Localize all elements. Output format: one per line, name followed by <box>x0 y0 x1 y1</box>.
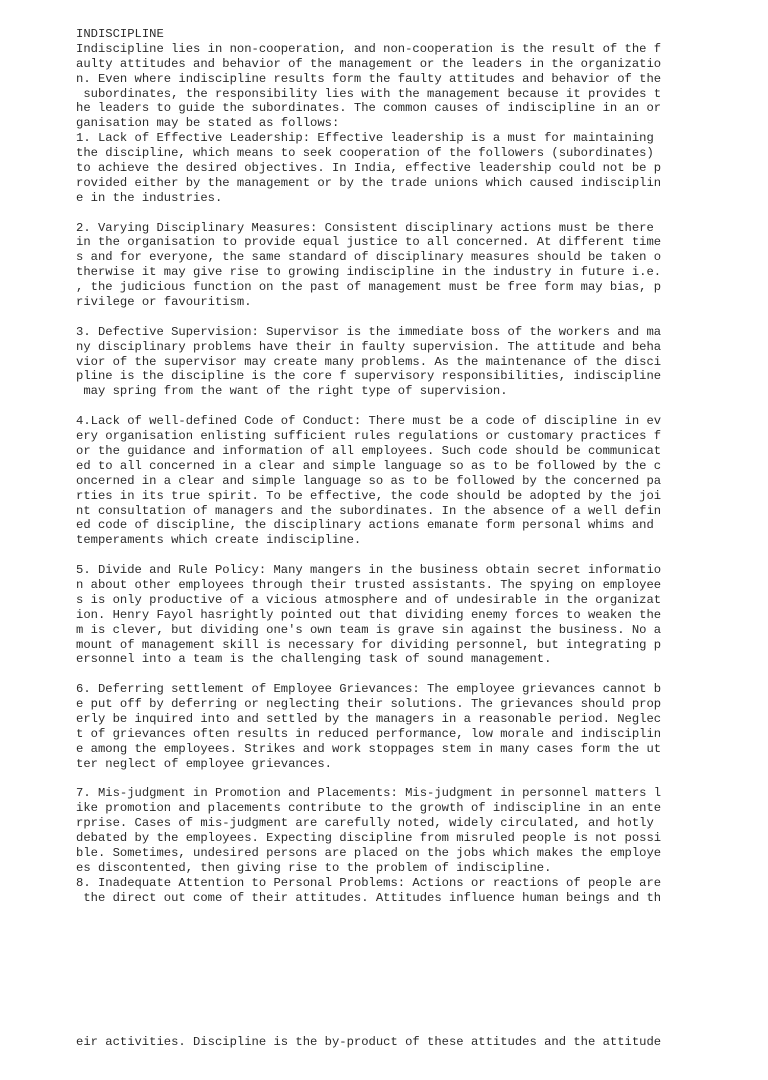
text-line: pline is the discipline is the core f supervisory responsibilities, indiscipline <box>76 369 662 384</box>
text-line: es discontented, then giving rise to the problem of indiscipline. <box>76 860 552 875</box>
text-line: rovided either by the management or by the trade unions which caused indisciplin <box>76 175 662 190</box>
blank-line <box>76 310 696 325</box>
text-line: s is only productive of a vicious atmosphere and of undesirable in the organizat <box>76 592 662 607</box>
text-line: 1. Lack of Effective Leadership: Effective leadership is a must for maintaining <box>76 131 654 146</box>
blank-line <box>76 772 696 787</box>
text-line: m is clever, but dividing one's own team is grave sin against the business. No a <box>76 622 662 637</box>
text-line: may spring from the want of the right type of supervision. <box>76 384 508 399</box>
text-line: t of grievances often results in reduced performance, low morale and indisciplin <box>76 726 662 741</box>
continuation-line: eir activities. Discipline is the by-product of these attitudes and the attitude <box>76 1034 662 1049</box>
text-line: he leaders to guide the subordinates. The common causes of indiscipline in an or <box>76 101 662 116</box>
text-line: ter neglect of employee grievances. <box>76 756 332 771</box>
text-line: ike promotion and placements contribute to the growth of indiscipline in an ente <box>76 801 662 816</box>
text-line: rivilege or favouritism. <box>76 295 252 310</box>
text-line: aulty attitudes and behavior of the management or the leaders in the organizatio <box>76 56 662 71</box>
text-line: 3. Defective Supervision: Supervisor is the immediate boss of the workers and ma <box>76 324 662 339</box>
text-line: oncerned in a clear and simple language so as to be followed by the concerned pa <box>76 473 662 488</box>
text-line: e in the industries. <box>76 190 223 205</box>
text-line: mount of management skill is necessary for dividing personnel, but integrating p <box>76 637 662 652</box>
document-title: INDISCIPLINE <box>76 27 164 41</box>
text-line: vior of the supervisor may create many problems. As the maintenance of the disci <box>76 354 662 369</box>
text-line: 7. Mis-judgment in Promotion and Placements: Mis-judgment in personnel matters l <box>76 786 662 801</box>
text-line: ganisation may be stated as follows: <box>76 116 340 131</box>
text-line: s and for everyone, the same standard of disciplinary measures should be taken o <box>76 250 662 265</box>
text-line: ion. Henry Fayol hasrightly pointed out that dividing enemy forces to weaken the <box>76 607 662 622</box>
text-line: ny disciplinary problems have their in faulty supervision. The attitude and beha <box>76 339 662 354</box>
blank-line <box>76 399 696 414</box>
text-line: in the organisation to provide equal justice to all concerned. At different time <box>76 235 662 250</box>
blank-line <box>76 667 696 682</box>
text-line: n about other employees through their trusted assistants. The spying on employee <box>76 577 662 592</box>
text-line: , the judicious function on the past of management must be free form may bias, p <box>76 280 662 295</box>
text-line: 4.Lack of well-defined Code of Conduct: There must be a code of discipline in ev <box>76 414 662 429</box>
text-line: to achieve the desired objectives. In India, effective leadership could not be p <box>76 161 662 176</box>
text-line: ed code of discipline, the disciplinary actions emanate form personal whims and <box>76 518 654 533</box>
blank-line <box>76 206 696 221</box>
text-line: the discipline, which means to seek cooperation of the followers (subordinates) <box>76 146 654 161</box>
text-line: n. Even where indiscipline results form the faulty attitudes and behavior of the <box>76 71 662 86</box>
text-line: subordinates, the responsibility lies with the management because it provides t <box>76 86 662 101</box>
text-line: nt consultation of managers and the subordinates. In the absence of a well defin <box>76 503 662 518</box>
text-line: e put off by deferring or neglecting their solutions. The grievances should prop <box>76 697 662 712</box>
text-line: temperaments which create indiscipline. <box>76 533 362 548</box>
text-line: 8. Inadequate Attention to Personal Problems: Actions or reactions of people are <box>76 875 662 890</box>
text-line: therwise it may give rise to growing indiscipline in the industry in future i.e. <box>76 265 662 280</box>
text-line: rprise. Cases of mis-judgment are carefully noted, widely circulated, and hotly <box>76 816 654 831</box>
text-line: erly be inquired into and settled by the managers in a reasonable period. Neglec <box>76 711 662 726</box>
text-line: 6. Deferring settlement of Employee Grievances: The employee grievances cannot b <box>76 682 662 697</box>
text-line: Indiscipline lies in non-cooperation, and non-cooperation is the result of the f <box>76 41 662 56</box>
text-line: rties in its true spirit. To be effective, the code should be adopted by the joi <box>76 488 662 503</box>
text-line: the direct out come of their attitudes. Attitudes influence human beings and th <box>76 890 662 905</box>
text-line: ed to all concerned in a clear and simple language so as to be followed by the c <box>76 458 662 473</box>
document-continuation <box>76 1005 696 1080</box>
text-line: 2. Varying Disciplinary Measures: Consistent disciplinary actions must be there <box>76 220 654 235</box>
text-line: ersonnel into a team is the challenging task of sound management. <box>76 652 552 667</box>
text-line: ery organisation enlisting sufficient rules regulations or customary practices f <box>76 429 662 444</box>
text-line: debated by the employees. Expecting discipline from misruled people is not possi <box>76 831 662 846</box>
text-line: or the guidance and information of all employees. Such code should be communicat <box>76 443 662 458</box>
blank-line <box>76 548 696 563</box>
document-body <box>76 27 696 906</box>
text-line: e among the employees. Strikes and work stoppages stem in many cases form the ut <box>76 741 662 756</box>
text-line: ble. Sometimes, undesired persons are placed on the jobs which makes the employe <box>76 845 662 860</box>
text-line: 5. Divide and Rule Policy: Many mangers in the business obtain secret informatio <box>76 563 662 578</box>
